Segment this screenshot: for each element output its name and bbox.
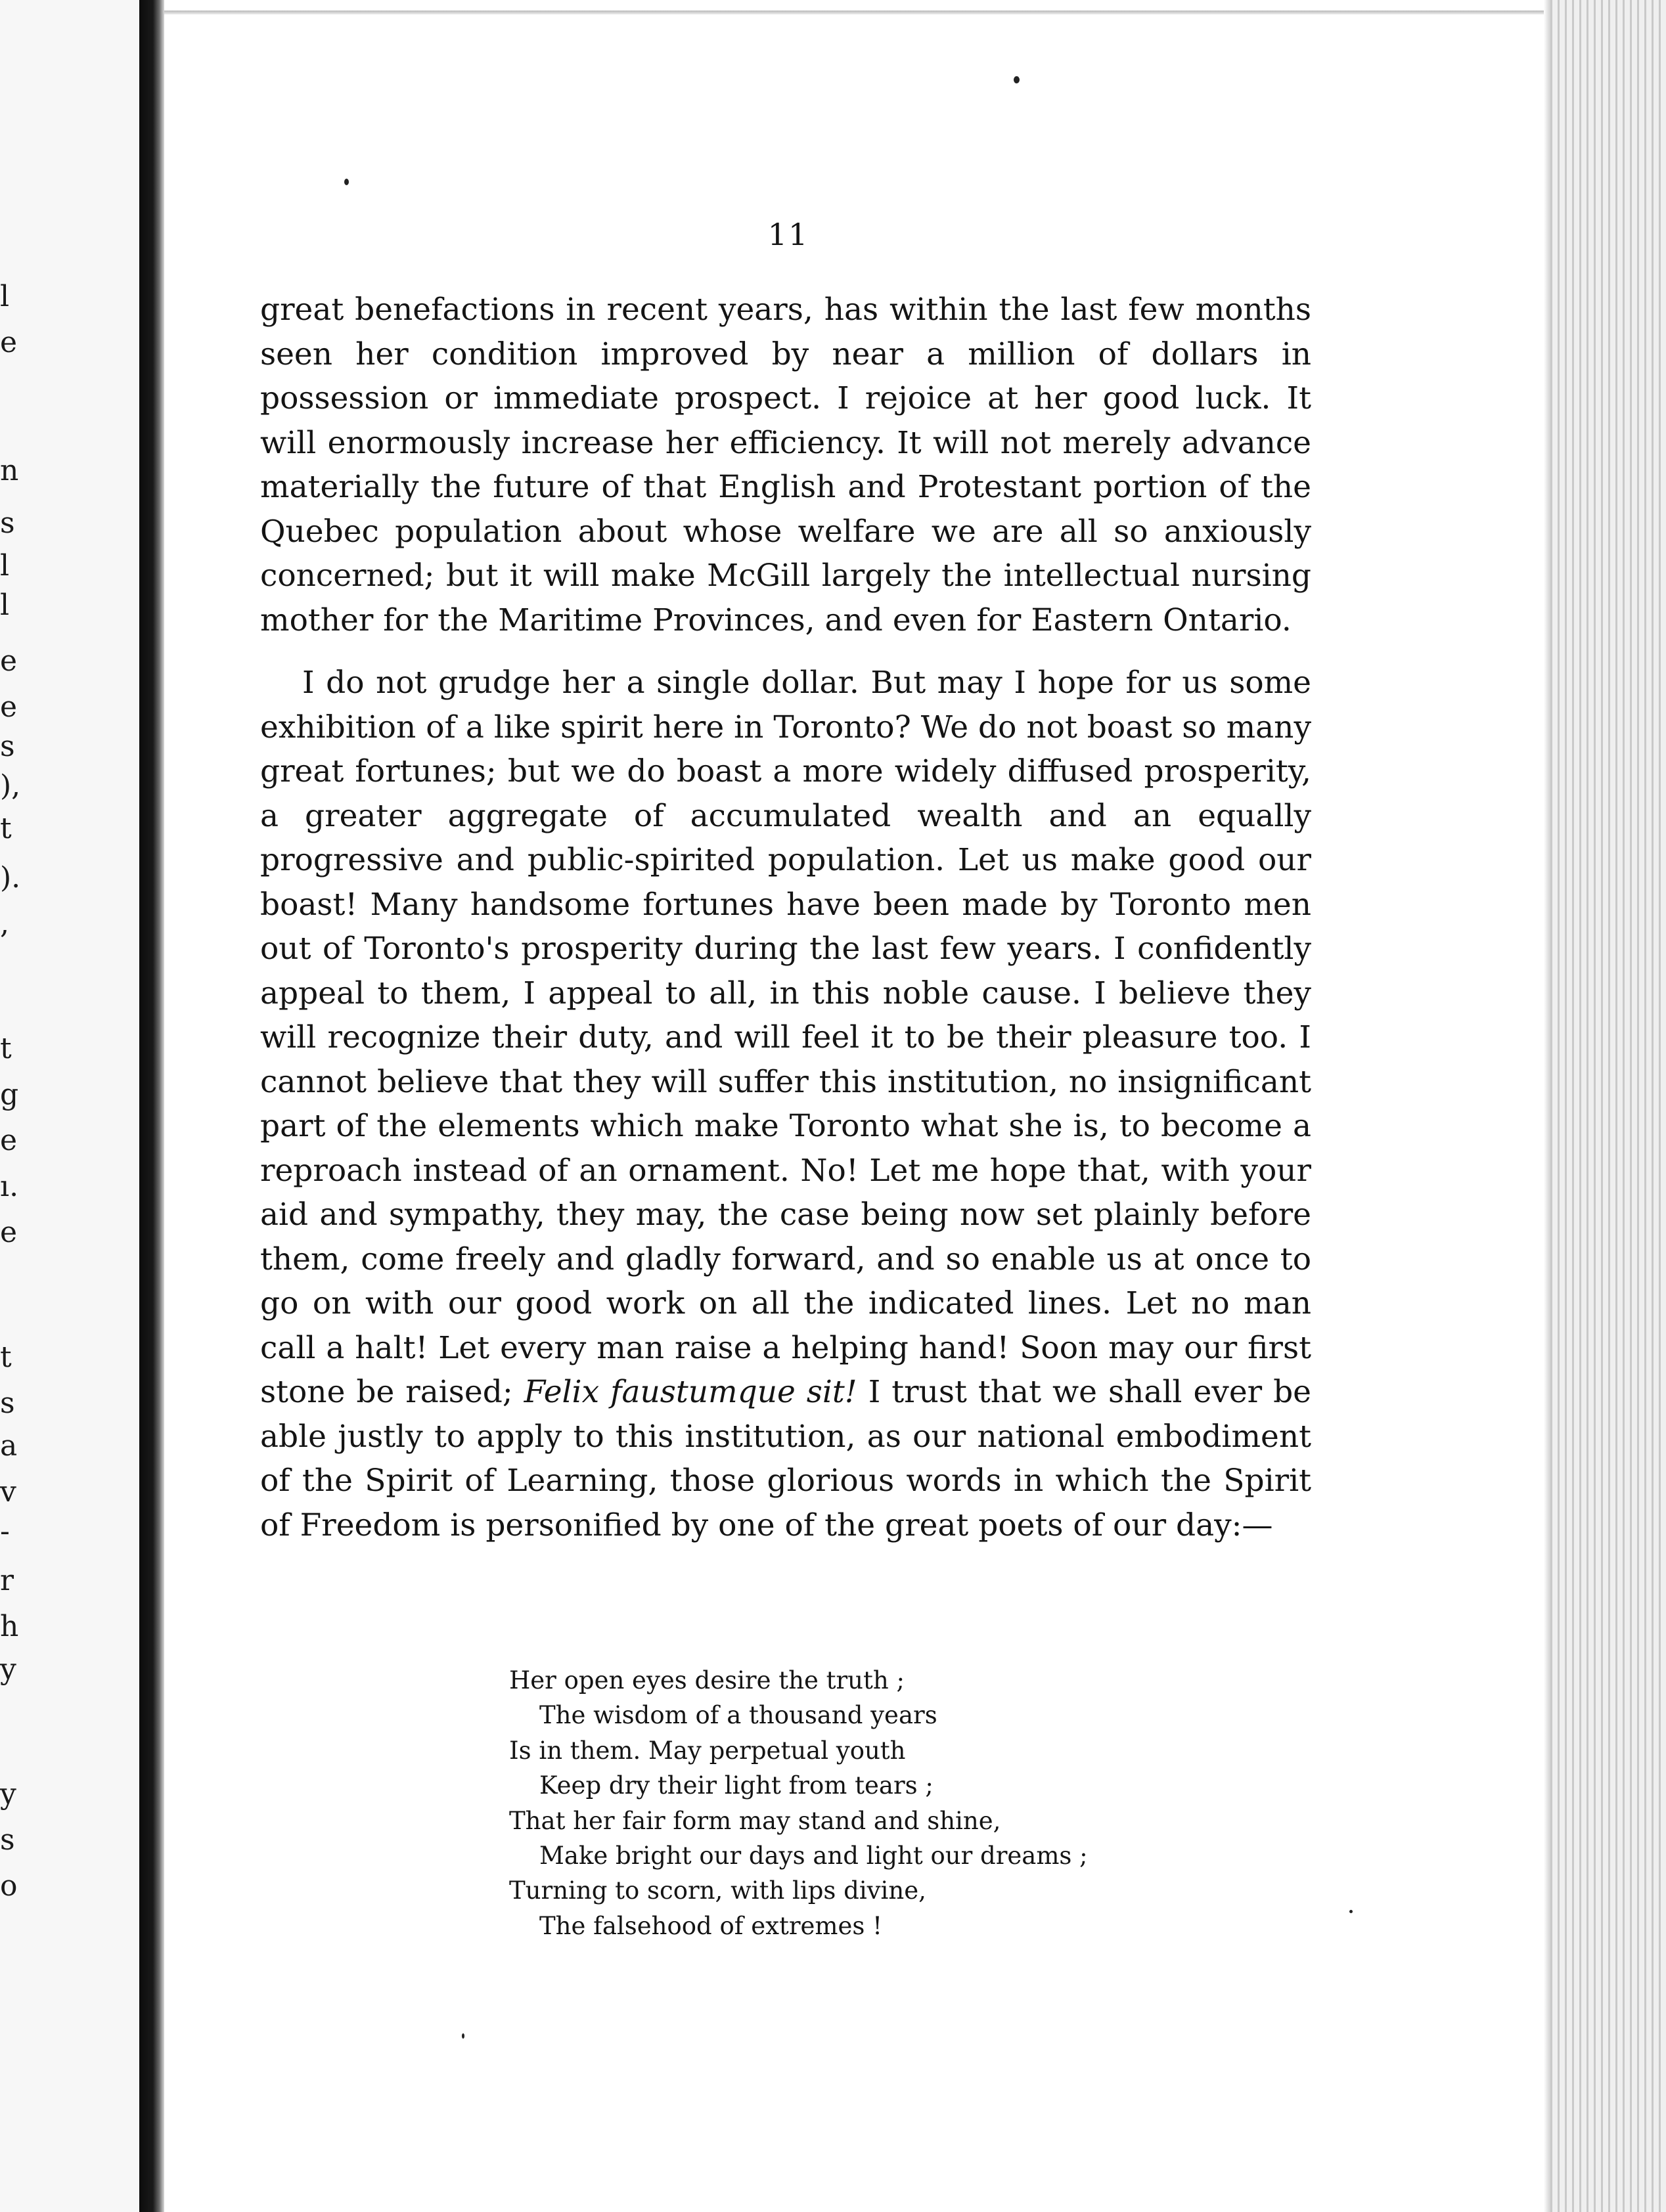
ink-speck: [462, 2033, 464, 2039]
poem-line: Keep dry their light from tears ;: [539, 1771, 934, 1800]
facing-page-glyph: t: [0, 812, 12, 845]
facing-page-glyph: t: [0, 1032, 12, 1065]
facing-page-glyph: e: [0, 326, 18, 359]
facing-page-glyph: s: [0, 506, 15, 540]
facing-page-glyph: ),: [0, 769, 21, 803]
facing-page-glyph: -: [0, 1515, 10, 1548]
facing-page-glyph: ).: [0, 861, 21, 895]
facing-page-glyph: e: [0, 1216, 18, 1249]
poem-line: Make bright our days and light our dreams ;: [539, 1842, 1088, 1870]
text-run: I do not grudge her a single dollar. But may I hope for us some exhibition of a like spirit here in Toronto? We do not boast so many great fortunes; but we do boast a more widely diffused prosperity, a greater aggregate of accumulated wealth and an equally progressive and public-spirited population. Let us make good our boast! Many handsome fortunes have been made by Toronto men out of Toronto's prosperity during the last few years. I confidently appeal to them, I appeal to all, in this noble cause. I believe they will recognize their duty, and will feel it to be their pleasure too. I cannot believe that they will suffer this institution, no insignificant part of the elements which make Toronto what she is, to become a reproach instead of an ornament. No! Let me hope that, with your aid and sympathy, they may, the case being now set plainly before them, come freely and gladly forward, and so enable us at once to go on with our good work on all the indicated lines. Let no man call a halt! Let every man raise a helping hand! Soon may our first stone be raised;: [260, 665, 1311, 1410]
latin-phrase: Felix faustumque sit!: [524, 1374, 857, 1410]
facing-page-glyph: o: [0, 1869, 18, 1903]
facing-page-glyph: ı.: [0, 1170, 19, 1203]
poem-line: The wisdom of a thousand years: [539, 1701, 937, 1730]
ink-speck: [1349, 1910, 1353, 1913]
poem-line: Is in them. May perpetual youth: [509, 1736, 906, 1765]
facing-page-glyph: s: [0, 1823, 15, 1857]
book-fore-edge: [1550, 0, 1666, 2212]
facing-page-glyph: h: [0, 1610, 19, 1643]
facing-page-glyph: r: [0, 1564, 14, 1597]
facing-page-glyph: a: [0, 1429, 18, 1463]
facing-page-glyph: e: [0, 1124, 18, 1157]
facing-page-glyph: l: [0, 280, 10, 313]
facing-page-glyph: t: [0, 1340, 12, 1374]
facing-page-glyph: ,: [0, 907, 9, 940]
poem-line: Her open eyes desire the truth ;: [509, 1666, 905, 1694]
facing-page-glyph: l: [0, 549, 10, 583]
facing-page-glyph: y: [0, 1777, 16, 1811]
facing-page-glyph: l: [0, 588, 10, 622]
facing-page-glyph: y: [0, 1652, 16, 1686]
facing-page-edge: [0, 0, 139, 2212]
paragraph: [260, 661, 1311, 1547]
body-text: [260, 288, 1311, 1547]
facing-page-glyph: n: [0, 454, 19, 487]
facing-page-glyph: e: [0, 644, 18, 678]
ink-speck: [344, 179, 349, 185]
paragraph: [260, 288, 1311, 642]
facing-page-glyph: v: [0, 1475, 16, 1509]
facing-page-glyph: s: [0, 1386, 15, 1420]
poem-line: Turning to scorn, with lips divine,: [509, 1876, 926, 1905]
facing-page-glyph: e: [0, 690, 18, 724]
facing-page-glyph: g: [0, 1078, 19, 1111]
page-number: 11: [767, 217, 809, 252]
book-gutter: [139, 0, 164, 2212]
text-run: great benefactions in recent years, has within the last few months seen her condition improved by near a million of dollars in possession or immediate prospect. I rejoice at her good luck. It will enormously increase her efficiency. It will not merely advance materially the future of that English and Protestant portion of the Quebec population about whose welfare we are all so anxiously concerned; but it will make McGill largely the intellectual nursing mother for the Maritime Provinces, and even for Eastern Ontario.: [260, 292, 1311, 638]
poem-line: That her fair form may stand and shine,: [509, 1806, 1001, 1835]
poem-line: The falsehood of extremes !: [539, 1911, 883, 1940]
page-top-edge: [164, 11, 1550, 14]
text-run: I trust that we shall ever be able justly to apply to this institution, as our national embodiment of the Spirit of Learning, those glorious words in which the Spirit of Freedom is personified by one of the great poets of our day:—: [260, 1374, 1311, 1543]
facing-page-glyph: s: [0, 730, 15, 763]
quoted-poem: [509, 1663, 1297, 1943]
ink-speck: [1014, 76, 1020, 83]
